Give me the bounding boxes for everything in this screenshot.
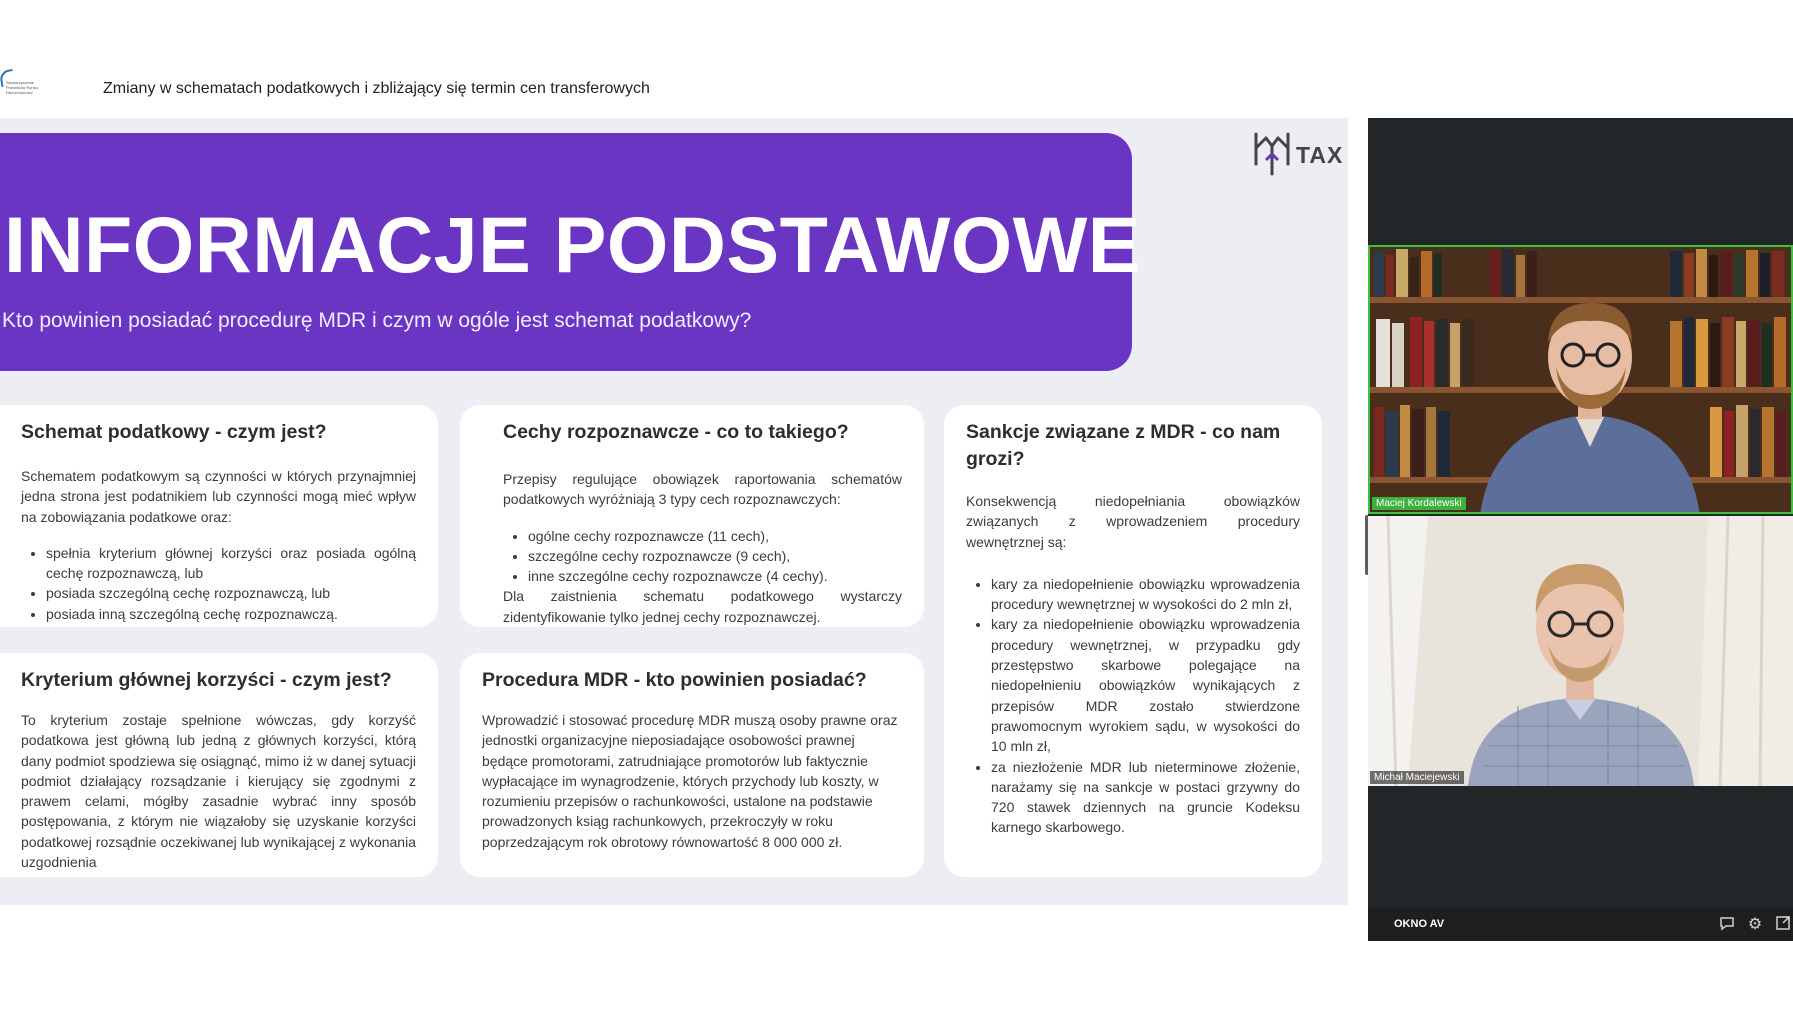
list-item: • inne szczególne cechy rozpoznawcze (4 cechy). [528,566,902,586]
brand-text: TAX [1296,142,1344,168]
card-body: To kryterium zostaje spełnione wówczas, gdy korzyść podatkowa jest główną lub jedną z głównych korzyści, którą dany podmiot spodziewa się osiągnąć, mimo iż w danej sytuacji podmiot działający rozsądzanie i kierujący się zgodnymi z prawem celami, mógłby zasadnie wybrać inny sposób postępowania, z którym nie wiązałoby się uzyskanie korzyści podatkowej rozsądnie oczekiwanej lub wynikającej z wykonania uzgodnienia [21,712,416,871]
card-list [966,574,1300,838]
chat-icon[interactable] [1717,914,1737,934]
card-heading: Sankcje związane z MDR - co nam grozi? [966,421,1281,470]
card-procedura-mdr [460,653,924,877]
card-body: Wprowadzić i stosować procedurę MDR muszą osoby prawne oraz jednostki organizacyjne nieposiadające osobowości prawnej będące promotorami, zatrudniające promotorów lub faktycznie wypłacające im wynagrodzenie, których przychody lub koszty, w rozumieniu przepisów o rachunkowości, ustalone na podstawie prowadzonych ksiąg rachunkowych, przekroczyły w roku poprzedzającym rok obrotowy równowartość 8 000 000 zł. [482,712,898,850]
av-window-toolbar [1368,908,1793,941]
presentation-slide [0,118,1348,905]
list-item: • szczególne cechy rozpoznawcze (9 cech), [528,546,902,566]
meeting-title: Zmiany w schematach podatkowych i zbliżający się termin cen transferowych [103,80,650,97]
list-item: • ogólne cechy rozpoznawcze (11 cech), [528,526,902,546]
av-toolbar-icons [1717,914,1793,934]
card-heading: Procedura MDR - kto powinien posiadać? [482,669,867,691]
slide-title: INFORMACJE PODSTAWOWE [4,200,1141,289]
card-sankcje-mdr [944,405,1322,877]
list-item: • kary za niedopełnienie obowiązku wprowadzenia procedury wewnętrznej w wysokości do 2 mln zł, [991,574,1300,615]
card-list [503,526,902,587]
brand-logo [1252,128,1342,178]
card-cechy-rozpoznawcze [460,405,924,627]
card-schemat-podatkowy [0,405,438,627]
video-tile-participant-2[interactable] [1368,516,1793,786]
list-item: • kary za niedopełnienie obowiązku wprowadzenia procedury wewnętrznej, w przypadku gdy przestępstwo skarbowe polegające na niedopełnieniu obowiązków wynikających z przepisów MDR zostało stwierdzone prawomocnym wyrokiem sądu, w wysokości do 10 mln zł, [991,614,1300,756]
card-heading: Kryterium głównej korzyści - czym jest? [21,669,392,691]
list-item: • posiada szczególną cechę rozpoznawczą, lub [46,583,416,603]
card-intro: Konsekwencją niedopełniania obowiązków związanych z wprowadzeniem procedury wewnętrznej są: [966,493,1300,550]
card-outro: Dla zaistnienia schematu podatkowego wystarczy zidentyfikowanie tylko jednej cechy rozpoznawczej. [503,588,902,625]
brand-mark-icon [1252,128,1292,178]
slide-subtitle: Kto powinien posiadać procedurę MDR i czym w ogóle jest schemat podatkowy? [2,309,752,332]
meeting-header [0,0,1793,118]
list-item: • spełnia kryterium głównej korzyści oraz posiada ogólną cechę rozpoznawczą, lub [46,543,416,584]
av-window [1368,118,1793,941]
list-item: • za niezłożenie MDR lub nieterminowe złożenie, narażamy się na sankcje w postaci grzywny do 720 stawek dziennych na gruncie Kodeksu karnego skarbowego. [991,757,1300,838]
card-heading: Schemat podatkowy - czym jest? [21,421,327,443]
video-feed-room [1368,516,1793,786]
popout-icon[interactable] [1773,914,1793,934]
card-list [21,543,416,624]
participant-name: Michał Maciejewski [1370,771,1464,784]
card-kryterium-glownej-korzysci [0,653,438,877]
list-item: • posiada inną szczególną cechę rozpoznawczą. [46,604,416,624]
gear-icon[interactable]: ⚙ [1747,914,1763,933]
av-window-label: OKNO AV [1394,918,1445,930]
org-logo [0,66,48,110]
card-heading: Cechy rozpoznawcze - co to takiego? [503,421,849,443]
video-feed-bookshelf [1370,247,1793,514]
card-intro: Schematem podatkowym są czynności w których przynajmniej jedna strona jest podatnikiem lub czynności mogą mieć wpływ na zobowiązania podatkowe oraz: [21,468,416,525]
card-intro: Przepisy regulujące obowiązek raportowania schematów podatkowych wyróżniają 3 typy cech rozpoznawczych: [503,471,902,508]
participant-name: Maciej Kordalewski [1372,497,1466,510]
slide-banner [0,133,1141,371]
video-tile-participant-1[interactable] [1368,245,1793,514]
org-logo-text: Stowarzyszenie Prawników Rynku Nieruchomości [6,80,38,95]
